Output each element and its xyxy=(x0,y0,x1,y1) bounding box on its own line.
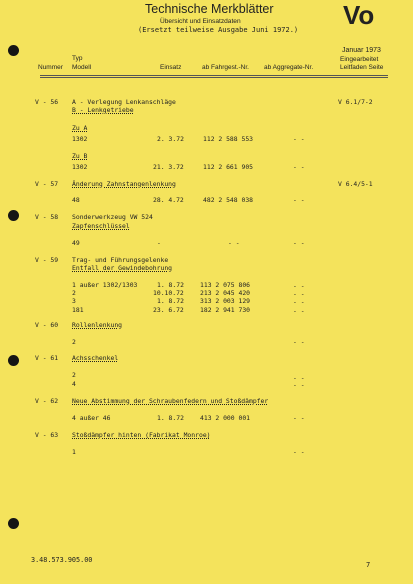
subsection-label: Zu A xyxy=(72,124,88,132)
cell-modell: 48 xyxy=(72,196,80,204)
cell-aggregate: - - xyxy=(293,290,305,298)
cell-fahrgestell: - - xyxy=(228,239,240,247)
cell-fahrgestell: 413 2 000 001 xyxy=(200,414,251,422)
cell-einsatz: 2. 3.72 xyxy=(157,135,184,143)
col-header-einsatz: Einsatz xyxy=(160,64,182,71)
entry-title: Entfall der Gewindebohrung xyxy=(72,264,173,272)
cell-modell: 2 xyxy=(72,338,76,346)
cell-modell: 4 außer 46 xyxy=(72,414,111,422)
cell-aggregate: - - xyxy=(293,135,305,143)
cell-aggregate: - - xyxy=(293,298,305,306)
cell-modell: 1 xyxy=(72,448,76,456)
col-header-modell: Modell xyxy=(72,64,92,71)
header-rule-top xyxy=(40,75,388,76)
entry-title: Trag- und Führungsgelenke xyxy=(72,256,169,264)
header-rule-bottom xyxy=(40,77,388,78)
entry-number: V - 61 xyxy=(35,354,59,362)
cell-modell: 2 xyxy=(72,289,76,297)
col-header-nummer: Nummer xyxy=(38,64,63,71)
cell-aggregate: - - xyxy=(293,414,305,422)
cell-fahrgestell: 213 2 045 420 xyxy=(200,289,251,297)
cell-modell: 4 xyxy=(72,380,76,388)
cell-fahrgestell: 112 2 588 553 xyxy=(203,135,254,143)
cell-aggregate: - - xyxy=(293,239,305,247)
cell-einsatz: 28. 4.72 xyxy=(153,196,184,204)
cell-einsatz: 21. 3.72 xyxy=(153,163,184,171)
cell-modell: 3 xyxy=(72,297,76,305)
col-header-aggregate: ab Aggregate-Nr. xyxy=(264,64,314,71)
cell-aggregate: - - xyxy=(293,381,305,389)
page-number: 7 xyxy=(366,561,371,569)
section-code: Vo xyxy=(343,0,375,30)
cell-aggregate: - - xyxy=(293,307,305,315)
cell-aggregate: - - xyxy=(293,448,305,456)
cell-modell: 1302 xyxy=(72,163,88,171)
entry-reference: V 6.1/7-2 xyxy=(338,98,373,106)
cell-fahrgestell: 113 2 075 806 xyxy=(200,281,251,289)
cell-fahrgestell: 112 2 661 905 xyxy=(203,163,254,171)
entry-number: V - 63 xyxy=(35,431,59,439)
cell-modell: 2 xyxy=(72,371,76,379)
entry-title: Änderung Zahnstangenlenkung xyxy=(72,180,176,188)
entry-title: Zapfenschlüssel xyxy=(72,222,130,230)
cell-einsatz: 10.10.72 xyxy=(153,289,184,297)
entry-reference: V 6.4/5-1 xyxy=(338,180,373,188)
cell-fahrgestell: 182 2 941 730 xyxy=(200,306,251,314)
entry-title: Neue Abstimmung der Schraubenfedern und Stoßdämpfer xyxy=(72,397,269,405)
entry-title: Achsschenkel xyxy=(72,354,119,362)
document-title: Technische Merkblätter xyxy=(145,2,274,16)
cell-fahrgestell: 313 2 003 129 xyxy=(200,297,251,305)
cell-einsatz: 23. 6.72 xyxy=(153,306,184,314)
entry-number: V - 59 xyxy=(35,256,59,264)
binder-hole-upper xyxy=(8,210,19,221)
cell-aggregate: - - xyxy=(293,374,305,382)
subtitle-line2: (Ersetzt teilweise Ausgabe Juni 1972.) xyxy=(138,26,299,34)
subtitle-line1: Übersicht und Einsatzdaten xyxy=(160,18,241,25)
entry-title: A - Verlegung Lenkanschläge xyxy=(72,98,176,106)
binder-hole-bottom xyxy=(8,518,19,529)
binder-hole-top xyxy=(8,45,19,56)
cell-einsatz: 1. 8.72 xyxy=(157,281,184,289)
cell-aggregate: - - xyxy=(293,338,305,346)
entry-title: Stoßdämpfer hinten (Fabrikat Monroe) xyxy=(72,431,211,439)
col-header-fahrgestell: ab Fahrgest.-Nr. xyxy=(202,64,249,71)
cell-einsatz: - xyxy=(157,239,161,247)
cell-modell: 181 xyxy=(72,306,84,314)
entry-title: Sonderwerkzeug VW 524 xyxy=(72,213,153,221)
cell-aggregate: - - xyxy=(293,282,305,290)
entry-number: V - 56 xyxy=(35,98,59,106)
entry-number: V - 57 xyxy=(35,180,59,188)
subsection-label: Zu B xyxy=(72,152,88,160)
cell-aggregate: - - xyxy=(293,163,305,171)
cell-modell: 1 außer 1302/1303 xyxy=(72,281,138,289)
cell-einsatz: 1. 8.72 xyxy=(157,297,184,305)
entry-number: V - 58 xyxy=(35,213,59,221)
entry-number: V - 62 xyxy=(35,397,59,405)
entry-title: Rollenlenkung xyxy=(72,321,123,329)
col-header-typ: Typ xyxy=(72,55,83,62)
cell-fahrgestell: 482 2 548 038 xyxy=(203,196,254,204)
cell-aggregate: - - xyxy=(293,196,305,204)
cell-einsatz: 1. 8.72 xyxy=(157,414,184,422)
note-line2: Leitfaden Seite xyxy=(340,64,384,71)
issue-date: Januar 1973 xyxy=(342,47,381,54)
note-line1: Eingearbeitet xyxy=(340,56,379,63)
entry-title: B - Lenkgetriebe xyxy=(72,106,134,114)
cell-modell: 49 xyxy=(72,239,80,247)
document-number: 3.48.573.905.00 xyxy=(31,556,93,564)
entry-number: V - 60 xyxy=(35,321,59,329)
binder-hole-middle xyxy=(8,355,19,366)
cell-modell: 1302 xyxy=(72,135,88,143)
